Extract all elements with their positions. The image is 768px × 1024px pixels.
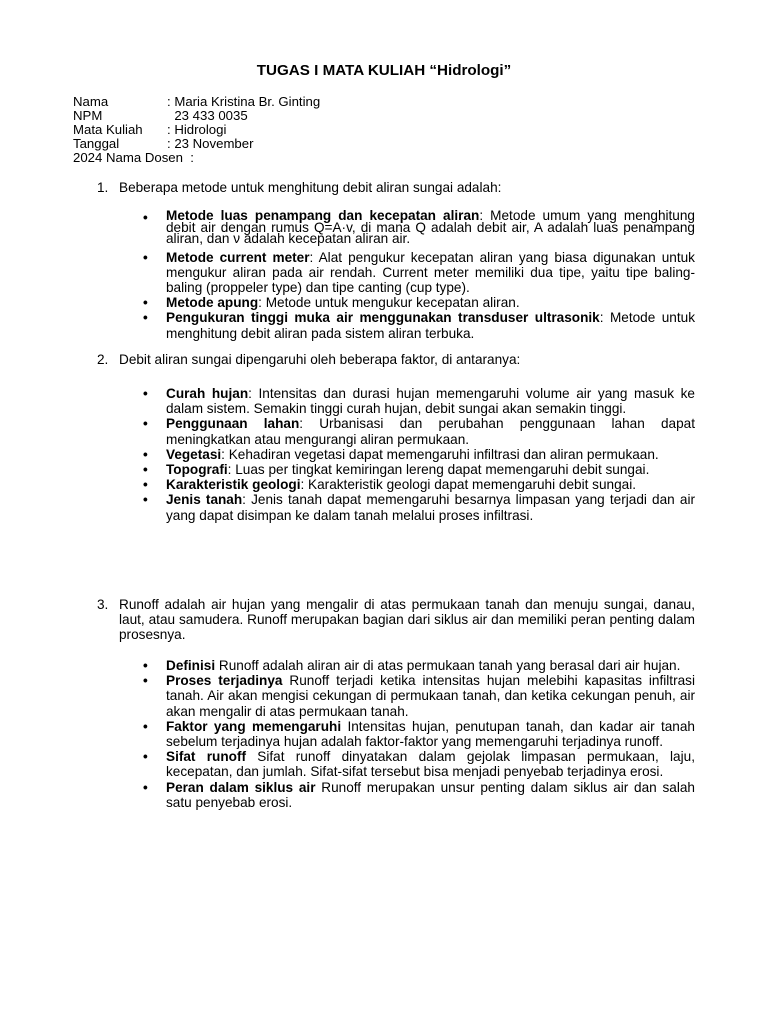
question-number: 3. — [97, 597, 109, 612]
bullet-icon: • — [143, 446, 148, 462]
question-text: Runoff adalah air hujan yang mengalir di atas permukaan tanah dan menuju sungai, danau, laut, atau samudera. Runoff merupakan bagian dari siklus air dan memiliki peran penting dalam prosesnya. — [119, 597, 695, 643]
page-title: TUGAS I MATA KULIAH “Hidrologi” — [256, 62, 512, 79]
bullet-icon: • — [143, 779, 148, 795]
info-value: : 23 November — [167, 136, 254, 151]
item-term: Metode current meter — [166, 249, 310, 265]
info-label: Tanggal — [73, 136, 120, 151]
info-value: 23 433 0035 — [167, 108, 248, 123]
item-term: Topografi — [166, 462, 228, 478]
item-separator: : — [258, 295, 262, 311]
item-term: Jenis tanah — [166, 492, 243, 508]
info-row-npm — [73, 109, 493, 123]
list-item — [143, 447, 695, 462]
item-text: Karakteristik geologi dapat memengaruhi debit sungai. — [304, 477, 636, 493]
item-separator: : — [599, 310, 604, 326]
question-number: 1. — [97, 180, 109, 195]
list-item — [143, 462, 695, 477]
item-term: Karakteristik geologi — [166, 477, 301, 493]
item-separator: : — [299, 416, 304, 432]
student-info — [73, 95, 493, 165]
info-value: : Hidrologi — [167, 122, 227, 137]
bullet-icon: • — [143, 416, 148, 432]
list-item — [143, 673, 695, 719]
question-text: Beberapa metode untuk menghitung debit aliran sungai adalah: — [119, 180, 502, 195]
item-separator: : — [221, 446, 225, 462]
bullet-icon: • — [143, 718, 148, 734]
info-row-tanggal — [73, 137, 493, 151]
bullet-icon: • — [143, 492, 148, 508]
item-text: Kehadiran vegetasi dapat memengaruhi infiltrasi dan aliran permukaan. — [224, 446, 659, 462]
item-separator: : — [248, 386, 252, 401]
item-text: Alat pengukur kecepatan aliran yang biasa digunakan untuk mengukur aliran pada air rendah. Current meter memiliki dua tipe, yaitu tipe baling-baling (proppeler type) dan tipe canting (cup type). — [166, 249, 695, 295]
item-text: Runoff terjadi ketika intensitas hujan melebihi kapasitas infiltrasi tanah. Air akan mengisi cekungan di permukaan tanah, dan ketika cekungan penuh, air akan mengalir di atas permukaan tanah. — [166, 673, 695, 719]
list-item — [143, 658, 695, 673]
item-term: Definisi — [166, 658, 216, 673]
question-2-list — [143, 386, 695, 523]
info-label: Mata Kuliah — [73, 122, 143, 137]
item-text: Sifat runoff dinyatakan dalam gejolak limpasan permukaan, laju, kecepatan, dan jumlah. Sifat-sifat tersebut bisa menjadi penyebab terjadinya erosi. — [166, 749, 695, 780]
bullet-icon: • — [143, 210, 148, 225]
list-item — [143, 310, 695, 340]
bullet-icon: • — [143, 749, 148, 765]
info-row-nama — [73, 95, 493, 109]
list-item — [143, 416, 695, 446]
info-value: : Maria Kristina Br. Ginting — [167, 94, 321, 109]
bullet-icon: • — [143, 462, 148, 478]
item-term: Vegetasi — [166, 446, 222, 462]
bullet-icon: • — [143, 673, 148, 689]
info-label: NPM — [73, 108, 103, 123]
list-item — [143, 295, 695, 310]
info-row-mata-kuliah — [73, 123, 493, 137]
item-separator: : — [309, 249, 314, 265]
item-separator: : — [300, 477, 305, 493]
item-term: Proses terjadinya — [166, 673, 283, 689]
item-text: Runoff adalah aliran air di atas permukaan tanah yang berasal dari air hujan. — [215, 658, 681, 673]
bullet-icon: • — [143, 477, 148, 493]
bullet-icon: • — [143, 658, 148, 673]
list-item — [143, 780, 695, 810]
question-text: Debit aliran sungai dipengaruhi oleh beberapa faktor, di antaranya: — [119, 352, 521, 367]
item-term: Penggunaan lahan — [166, 416, 300, 432]
list-item — [143, 210, 695, 245]
item-term: Sifat runoff — [166, 749, 246, 765]
list-item — [143, 250, 695, 296]
list-item — [143, 492, 695, 522]
item-text: Metode untuk mengukur kecepatan aliran. — [261, 295, 520, 311]
item-text: Intensitas dan durasi hujan memengaruhi volume air yang masuk ke dalam sistem. Semakin tinggi curah hujan, debit sungai akan semakin tinggi. — [166, 386, 695, 417]
bullet-icon: • — [143, 386, 148, 401]
item-text: Metode umum yang menghitung debit air dengan rumus Q=A·v, di mana Q adalah debit air, A adalah luas penampang aliran, dan ν adalah kecepatan aliran air. — [166, 208, 695, 246]
question-1-list — [143, 210, 695, 341]
item-separator: : — [242, 492, 246, 508]
item-text: Urbanisasi dan perubahan penggunaan lahan dapat meningkatkan atau mengurangi aliran permukaan. — [166, 416, 695, 447]
item-term: Metode apung — [166, 295, 259, 311]
item-text: Metode untuk menghitung debit aliran pada sistem aliran terbuka. — [166, 310, 696, 341]
item-term: Curah hujan — [166, 386, 249, 401]
item-text: Intensitas hujan, penutupan tanah, dan kadar air tanah sebelum terjadinya hujan adalah faktor-faktor yang memengaruhi terjadinya runoff. — [166, 718, 695, 750]
item-separator: : — [479, 208, 484, 223]
item-term: Pengukuran tinggi muka air menggunakan transduser ultrasonik — [166, 310, 600, 326]
bullet-icon: • — [143, 249, 148, 265]
info-row-nama-dosen — [73, 151, 493, 165]
bullet-icon: • — [143, 295, 148, 311]
question-2 — [97, 352, 695, 367]
list-item — [143, 749, 695, 779]
list-item — [143, 386, 695, 416]
item-term: Metode luas penampang dan kecepatan aliran — [166, 208, 480, 223]
item-term: Faktor yang memengaruhi — [166, 718, 342, 734]
item-separator: : — [227, 462, 232, 478]
list-item — [143, 719, 695, 749]
question-number: 2. — [97, 352, 109, 367]
question-1 — [97, 180, 695, 195]
list-item — [143, 477, 695, 492]
item-text: Runoff merupakan unsur penting dalam siklus air dan salah satu penyebab erosi. — [166, 779, 695, 810]
item-text: Jenis tanah dapat memengaruhi besarnya limpasan yang terjadi dan air yang dapat disimpan ke dalam tanah melalui proses infiltrasi. — [166, 492, 695, 523]
item-term: Peran dalam siklus air — [166, 779, 316, 795]
question-3-list — [143, 658, 695, 810]
info-dosen-line: 2024 Nama Dosen : — [73, 150, 194, 165]
question-3 — [97, 597, 695, 643]
bullet-icon: • — [143, 310, 148, 326]
info-label: Nama — [73, 94, 109, 109]
item-text: Luas per tingkat kemiringan lereng dapat memengaruhi debit sungai. — [231, 462, 650, 478]
